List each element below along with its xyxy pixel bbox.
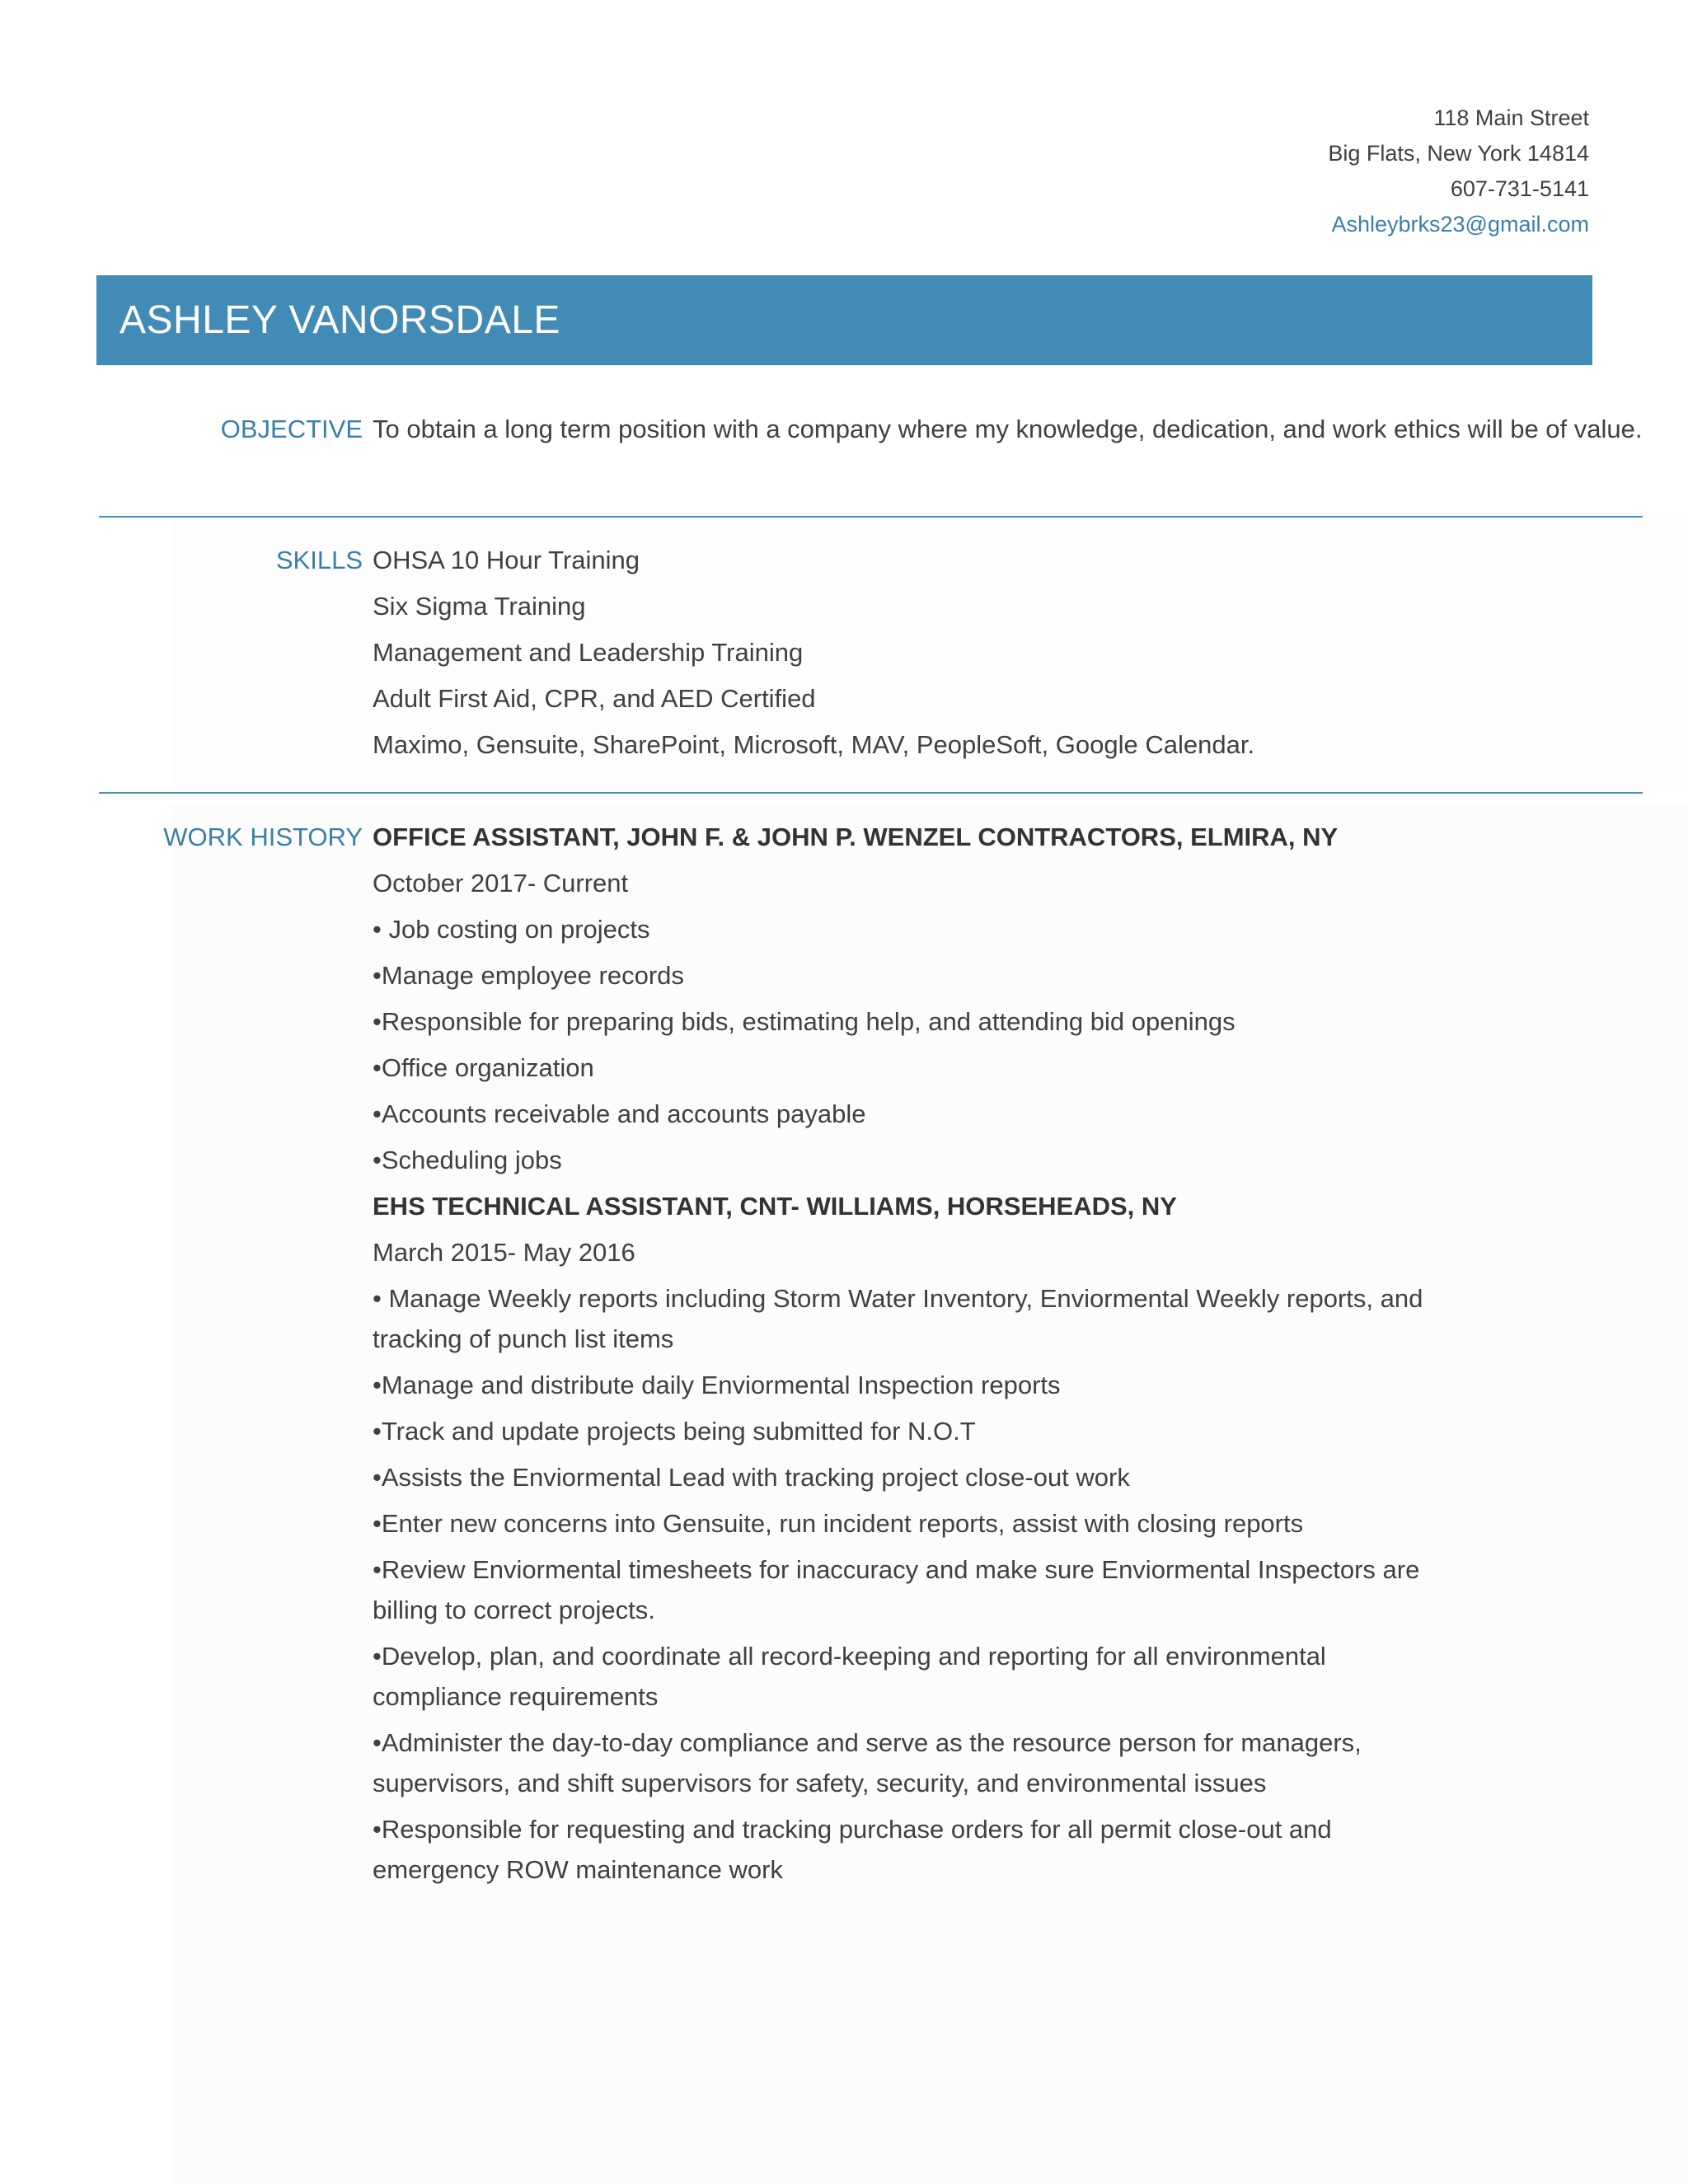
- skill-item: Adult First Aid, CPR, and AED Certified: [373, 684, 816, 713]
- contact-street: 118 Main Street: [1433, 105, 1589, 130]
- job-bullet: •Enter new concerns into Gensuite, run incident reports, assist with closing reports: [373, 1509, 1304, 1538]
- job-bullet: •Administer the day-to-day compliance and serve as the resource person for managers, supervisors, and shift supervisors for safety, security, and environmental issues: [373, 1728, 1362, 1797]
- job-title: EHS TECHNICAL ASSISTANT, CNT- WILLIAMS, HORSEHEADS, NY: [373, 1192, 1177, 1221]
- job-title: OFFICE ASSISTANT, JOHN F. & JOHN P. WENZEL CONTRACTORS, ELMIRA, NY: [373, 823, 1339, 851]
- job-bullet: • Manage Weekly reports including Storm Water Inventory, Enviormental Weekly reports, and tracking of punch list items: [373, 1284, 1423, 1353]
- section-divider: [99, 792, 1643, 794]
- skill-item: Management and Leadership Training: [373, 638, 804, 667]
- job-dates: October 2017- Current: [373, 869, 629, 898]
- skills-list: [373, 537, 1444, 768]
- applicant-name: ASHLEY VANORSDALE: [120, 298, 560, 342]
- skill-item: Maximo, Gensuite, SharePoint, Microsoft, MAV, PeopleSoft, Google Calendar.: [373, 730, 1255, 759]
- skill-item: OHSA 10 Hour Training: [373, 546, 640, 574]
- job-bullet: •Scheduling jobs: [373, 1146, 562, 1174]
- job-bullet: •Track and update projects being submitted for N.O.T: [373, 1417, 976, 1446]
- job-bullet: •Office organization: [373, 1053, 594, 1082]
- job-bullet: •Assists the Enviormental Lead with tracking project close-out work: [373, 1463, 1130, 1492]
- objective-label: OBJECTIVE: [220, 415, 363, 443]
- section-divider: [99, 516, 1643, 518]
- job-bullet: •Manage and distribute daily Enviormental Inspection reports: [373, 1371, 1061, 1399]
- job-bullet: •Responsible for requesting and tracking purchase orders for all permit close-out and emergency ROW maintenance work: [373, 1815, 1332, 1884]
- job-bullet: •Develop, plan, and coordinate all record-keeping and reporting for all environmental compliance requirements: [373, 1642, 1326, 1711]
- contact-block: [1328, 101, 1589, 242]
- contact-phone: 607-731-5141: [1450, 176, 1589, 201]
- name-banner: [96, 275, 1592, 365]
- skills-label: SKILLS: [275, 546, 363, 574]
- job-bullet: •Responsible for preparing bids, estimating help, and attending bid openings: [373, 1007, 1236, 1036]
- contact-email-link[interactable]: Ashleybrks23@gmail.com: [1331, 212, 1589, 237]
- job-bullet: •Manage employee records: [373, 961, 684, 990]
- job-bullet: •Review Enviormental timesheets for inaccuracy and make sure Enviormental Inspectors are billing to correct projects.: [373, 1555, 1420, 1624]
- skill-item: Six Sigma Training: [373, 592, 586, 621]
- work-history-label: WORK HISTORY: [163, 823, 363, 851]
- objective-text: To obtain a long term position with a company where my knowledge, dedication, and work ethics will be of value.: [373, 415, 1643, 443]
- job-bullet: •Accounts receivable and accounts payable: [373, 1099, 866, 1128]
- job-bullet: • Job costing on projects: [373, 915, 650, 944]
- job-dates: March 2015- May 2016: [373, 1238, 635, 1267]
- contact-city: Big Flats, New York 14814: [1328, 141, 1589, 166]
- work-history-list: [373, 814, 1444, 1893]
